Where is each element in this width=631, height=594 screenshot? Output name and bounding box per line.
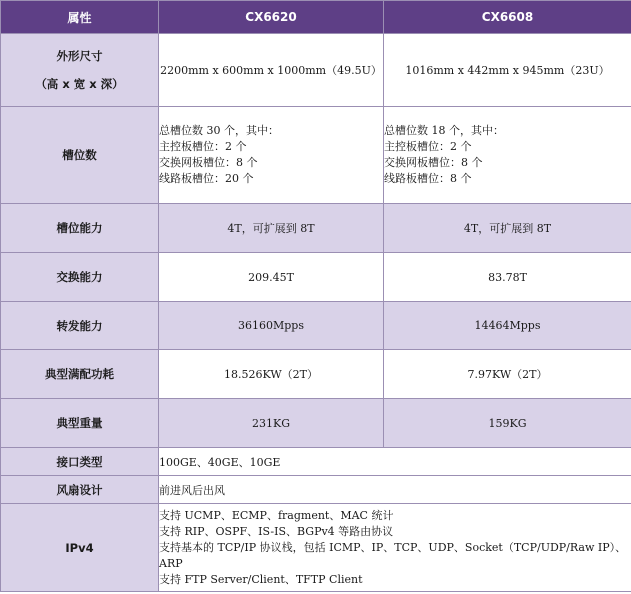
ipv4-line: 支持 FTP Server/Client、TFTP Client	[159, 572, 363, 586]
value-forwarding-capacity-a: 36160Mpps	[159, 302, 384, 350]
label-typical-weight: 典型重量	[1, 399, 159, 448]
ipv4-line: ARP	[159, 556, 183, 570]
row-slots	[1, 107, 631, 204]
slots-b-line: 线路板槽位：8 个	[384, 172, 472, 185]
row-typical-power	[1, 350, 631, 399]
value-dimensions-b: 1016mm x 442mm x 945mm（23U）	[384, 34, 631, 107]
ipv4-line: 支持 UCMP、ECMP、fragment、MAC 统计	[159, 508, 394, 522]
row-interface-type	[1, 448, 631, 476]
value-typical-power-b: 7.97KW（2T）	[384, 350, 631, 399]
row-airflow	[1, 476, 631, 504]
label-slots: 槽位数	[1, 107, 159, 204]
value-airflow: 前进风后出风	[159, 476, 631, 504]
value-slots-b	[384, 107, 631, 204]
label-airflow: 风扇设计	[1, 476, 159, 504]
header-attribute: 属性	[1, 1, 159, 34]
row-forwarding-capacity	[1, 302, 631, 350]
value-slot-capacity-a: 4T，可扩展到 8T	[159, 204, 384, 253]
slots-b-line: 总槽位数 18 个，其中：	[384, 124, 504, 137]
table-header-row	[1, 1, 631, 34]
value-typical-power-a: 18.526KW（2T）	[159, 350, 384, 399]
value-switching-capacity-b: 83.78T	[384, 253, 631, 302]
slots-a-line: 主控板槽位：2 个	[159, 140, 247, 153]
slots-b-line: 主控板槽位：2 个	[384, 140, 472, 153]
slots-b-line: 交换网板槽位：8 个	[384, 156, 483, 169]
value-forwarding-capacity-b: 14464Mpps	[384, 302, 631, 350]
row-slot-capacity	[1, 204, 631, 253]
value-switching-capacity-a: 209.45T	[159, 253, 384, 302]
value-slots-a	[159, 107, 384, 204]
ipv4-line: 支持 RIP、OSPF、IS-IS、BGPv4 等路由协议	[159, 524, 394, 538]
value-ipv4	[159, 504, 631, 592]
label-dimensions-line1: 外形尺寸	[56, 49, 103, 63]
slots-a-line: 交换网板槽位：8 个	[159, 156, 258, 169]
row-switching-capacity	[1, 253, 631, 302]
value-interface-type: 100GE、40GE、10GE	[159, 448, 631, 476]
slots-a-line: 总槽位数 30 个，其中：	[159, 124, 279, 137]
value-typical-weight-a: 231KG	[159, 399, 384, 448]
row-dimensions	[1, 34, 631, 107]
value-typical-weight-b: 159KG	[384, 399, 631, 448]
label-typical-power: 典型满配功耗	[1, 350, 159, 399]
label-slot-capacity: 槽位能力	[1, 204, 159, 253]
row-ipv4	[1, 504, 631, 592]
row-typical-weight	[1, 399, 631, 448]
label-switching-capacity: 交换能力	[1, 253, 159, 302]
ipv4-line: 支持基本的 TCP/IP 协议栈，包括 ICMP、IP、TCP、UDP、Socket（TCP/UDP/Raw IP）、	[159, 540, 627, 554]
header-model-a: CX6620	[159, 1, 384, 34]
label-dimensions-line2: （高 x 宽 x 深）	[35, 77, 124, 91]
label-dimensions	[1, 34, 159, 107]
slots-a-line: 线路板槽位：20 个	[159, 172, 254, 185]
value-slot-capacity-b: 4T，可扩展到 8T	[384, 204, 631, 253]
header-model-b: CX6608	[384, 1, 631, 34]
label-interface-type: 接口类型	[1, 448, 159, 476]
value-dimensions-a: 2200mm x 600mm x 1000mm（49.5U）	[159, 34, 384, 107]
label-forwarding-capacity: 转发能力	[1, 302, 159, 350]
label-ipv4: IPv4	[1, 504, 159, 592]
